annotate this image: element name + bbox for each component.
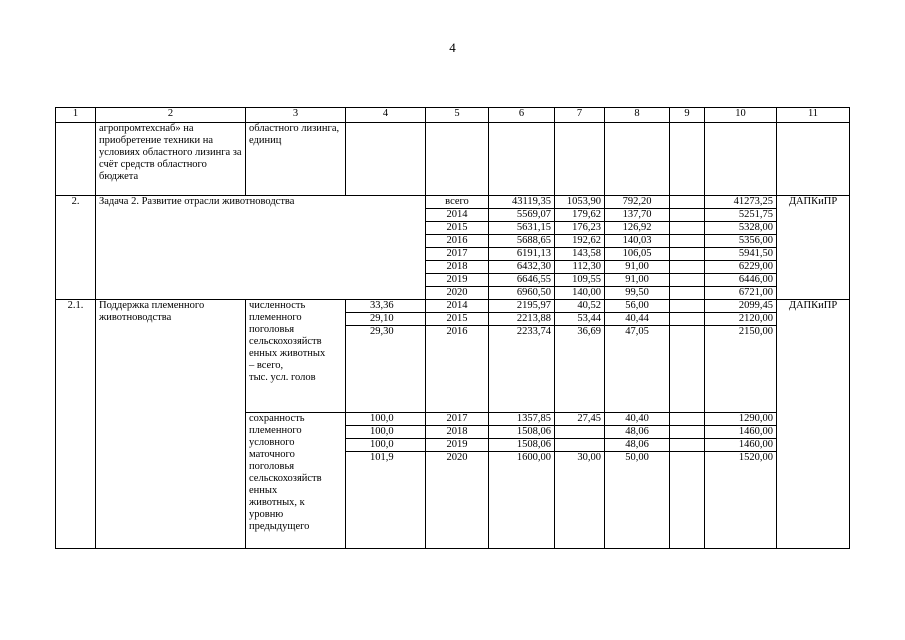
cell-local: [670, 413, 705, 426]
cell-year: 2018: [426, 261, 489, 274]
cell-regional: 48,06: [605, 426, 670, 439]
cell-total: 6960,50: [489, 287, 555, 300]
cell-total: 1357,85: [489, 413, 555, 426]
cell-local: [670, 426, 705, 439]
cell-empty: [605, 123, 670, 196]
cell-local: [670, 439, 705, 452]
cell-total: 1600,00: [489, 452, 555, 549]
cell-year: 2015: [426, 313, 489, 326]
cell-regional: 137,70: [605, 209, 670, 222]
cell-year: 2019: [426, 274, 489, 287]
cell-empty: [555, 123, 605, 196]
cell-year: 2017: [426, 248, 489, 261]
cell-extra-budget: 5356,00: [705, 235, 777, 248]
cell-regional: 91,00: [605, 274, 670, 287]
cell-year: 2016: [426, 326, 489, 413]
program-table: [55, 107, 850, 549]
cell-empty: [426, 123, 489, 196]
cell-extra-budget: 2099,45: [705, 300, 777, 313]
cell-local: [670, 274, 705, 287]
cell-total: 5631,15: [489, 222, 555, 235]
cell-local: [670, 313, 705, 326]
cell-target-value: 100,0: [346, 426, 426, 439]
header-row: [56, 108, 850, 123]
cell-empty: [346, 123, 426, 196]
cell-regional: 140,03: [605, 235, 670, 248]
column-header: 2: [96, 108, 246, 123]
item-number: 2.1.: [56, 300, 96, 549]
cell-local: [670, 248, 705, 261]
cell-total: 5688,65: [489, 235, 555, 248]
column-header: 3: [246, 108, 346, 123]
cell-extra-budget: 6446,00: [705, 274, 777, 287]
cell-responsible: ДАПКиПР: [777, 300, 850, 549]
table-row: [56, 300, 850, 313]
cell-year: 2015: [426, 222, 489, 235]
cell-extra-budget: 5941,50: [705, 248, 777, 261]
cell-federal: [555, 439, 605, 452]
column-header: 8: [605, 108, 670, 123]
column-header: 11: [777, 108, 850, 123]
cell-local: [670, 300, 705, 313]
cell-extra-budget: 2150,00: [705, 326, 777, 413]
cell-total: 2213,88: [489, 313, 555, 326]
cell-year: 2014: [426, 209, 489, 222]
item-title: Поддержка племенного животноводства: [96, 300, 246, 549]
cell-empty: [777, 123, 850, 196]
cell-target-value: 29,30: [346, 326, 426, 413]
cell-regional: 792,20: [605, 196, 670, 209]
cell-local: [670, 209, 705, 222]
table-row: [56, 196, 850, 209]
cell-total: 6191,13: [489, 248, 555, 261]
task-number: 2.: [56, 196, 96, 300]
cell-year: 2014: [426, 300, 489, 313]
cell-extra-budget: 1460,00: [705, 439, 777, 452]
page-number: 4: [449, 40, 456, 55]
indicator-1: численность племенного поголовья сельскохозяйств енных животных – всего, тыс. усл. голов: [246, 300, 346, 413]
cell-target-value: 100,0: [346, 439, 426, 452]
cell-total: 1508,06: [489, 439, 555, 452]
cell-year: 2017: [426, 413, 489, 426]
cell-indicator: областного лизинга, единиц: [246, 123, 346, 196]
cell-extra-budget: 6721,00: [705, 287, 777, 300]
cell-extra-budget: 1520,00: [705, 452, 777, 549]
cell-total: 43119,35: [489, 196, 555, 209]
cell-regional: 40,40: [605, 413, 670, 426]
cell-federal: 40,52: [555, 300, 605, 313]
cell-regional: 126,92: [605, 222, 670, 235]
cell-total: 6432,30: [489, 261, 555, 274]
cell-empty: [489, 123, 555, 196]
indicator-2: сохранность племенного условного маточного поголовья сельскохозяйств енных животных, к уровню предыдущего: [246, 413, 346, 549]
column-header: 10: [705, 108, 777, 123]
column-header: 5: [426, 108, 489, 123]
cell-num: [56, 123, 96, 196]
cell-regional: 99,50: [605, 287, 670, 300]
cell-regional: 48,06: [605, 439, 670, 452]
cell-federal: 140,00: [555, 287, 605, 300]
cell-target-value: 101,9: [346, 452, 426, 549]
task-title: Задача 2. Развитие отрасли животноводства: [96, 196, 426, 300]
cell-target-value: 100,0: [346, 413, 426, 426]
cell-year: 2018: [426, 426, 489, 439]
cell-regional: 50,00: [605, 452, 670, 549]
cell-federal: 30,00: [555, 452, 605, 549]
cell-federal: 36,69: [555, 326, 605, 413]
cell-extra-budget: 6229,00: [705, 261, 777, 274]
cell-responsible: ДАПКиПР: [777, 196, 850, 300]
cell-local: [670, 326, 705, 413]
column-header: 1: [56, 108, 96, 123]
cell-total: 1508,06: [489, 426, 555, 439]
cell-regional: 56,00: [605, 300, 670, 313]
cell-extra-budget: 1290,00: [705, 413, 777, 426]
cell-total: 6646,55: [489, 274, 555, 287]
cell-regional: 47,05: [605, 326, 670, 413]
cell-local: [670, 261, 705, 274]
cell-empty: [670, 123, 705, 196]
cell-regional: 106,05: [605, 248, 670, 261]
cell-federal: 143,58: [555, 248, 605, 261]
cell-federal: 1053,90: [555, 196, 605, 209]
cell-year: 2020: [426, 287, 489, 300]
cell-local: [670, 196, 705, 209]
column-header: 9: [670, 108, 705, 123]
cell-extra-budget: 5328,00: [705, 222, 777, 235]
cell-extra-budget: 5251,75: [705, 209, 777, 222]
cell-federal: [555, 426, 605, 439]
cell-local: [670, 235, 705, 248]
cell-empty: [705, 123, 777, 196]
cell-target-value: 29,10: [346, 313, 426, 326]
cell-total: 2233,74: [489, 326, 555, 413]
cell-extra-budget: 41273,25: [705, 196, 777, 209]
cell-federal: 53,44: [555, 313, 605, 326]
cell-year: 2019: [426, 439, 489, 452]
cell-total: 5569,07: [489, 209, 555, 222]
cell-regional: 91,00: [605, 261, 670, 274]
cell-extra-budget: 1460,00: [705, 426, 777, 439]
cell-year: 2016: [426, 235, 489, 248]
column-header: 6: [489, 108, 555, 123]
cell-local: [670, 222, 705, 235]
cell-federal: 192,62: [555, 235, 605, 248]
cell-local: [670, 452, 705, 549]
column-header: 4: [346, 108, 426, 123]
cell-total: 2195,97: [489, 300, 555, 313]
cell-federal: 112,30: [555, 261, 605, 274]
cell-measure-name: агропромтехснаб» на приобретение техники на условиях областного лизинга за счёт средств областного бюджета: [96, 123, 246, 196]
table-row: [56, 123, 850, 196]
cell-federal: 179,62: [555, 209, 605, 222]
cell-federal: 176,23: [555, 222, 605, 235]
cell-federal: 109,55: [555, 274, 605, 287]
column-header: 7: [555, 108, 605, 123]
cell-local: [670, 287, 705, 300]
cell-federal: 27,45: [555, 413, 605, 426]
cell-regional: 40,44: [605, 313, 670, 326]
cell-target-value: 33,36: [346, 300, 426, 313]
cell-year: 2020: [426, 452, 489, 549]
cell-extra-budget: 2120,00: [705, 313, 777, 326]
cell-year: всего: [426, 196, 489, 209]
